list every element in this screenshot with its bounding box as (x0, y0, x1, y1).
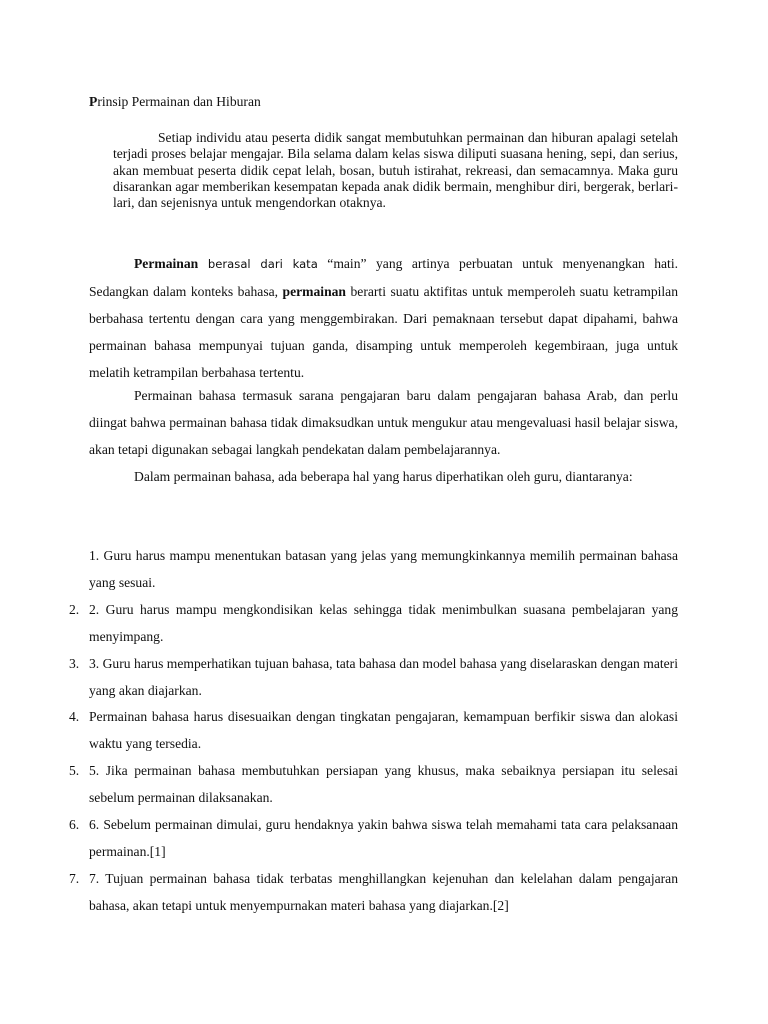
list-marker: 7. (69, 870, 80, 886)
paragraph1-part1: “main” yang artinya perbuatan untuk menyenangkan hati. Sedangkan dalam konteks bahasa, (89, 256, 678, 299)
list-item (0, 703, 768, 757)
list-marker: 3. (69, 655, 80, 671)
list-item-text: 6. Sebelum permainan dimulai, guru hendaknya yakin bahwa siswa telah memahami tata cara pelaksanaan permainan.[1] (89, 816, 678, 859)
list-item-text: 1. Guru harus mampu menentukan batasan yang jelas yang memungkinkannya memilih permainan bahasa yang sesuai. (89, 548, 678, 590)
list-item (0, 811, 768, 865)
list-item-text: 7. Tujuan permainan bahasa tidak terbatas menghillangkan kejenuhan dan kelelahan dalam pengajaran bahasa, akan tetapi untuk menyempurnakan materi bahasa yang diajarkan.[2] (89, 870, 678, 913)
list-item-text: 3. Guru harus memperhatikan tujuan bahasa, tata bahasa dan model bahasa yang diselaraskan dengan materi yang akan diajarkan. (89, 655, 678, 698)
paragraph-diperhatikan: Dalam permainan bahasa, ada beberapa hal yang harus diperhatikan oleh guru, diantaranya: (134, 469, 633, 484)
list-marker: 4. (69, 709, 80, 725)
title-initial: P (89, 94, 98, 109)
list-item (0, 757, 768, 811)
list-item-text: 2. Guru harus mampu mengkondisikan kelas sehingga tidak menimbulkan suasana pembelajaran yang menyimpang. (89, 601, 678, 644)
paragraph-permainan-definition (89, 250, 678, 386)
intro-paragraph: Setiap individu atau peserta didik sangat membutuhkan permainan dan hiburan apalagi setelah terjadi proses belajar mengajar. Bila selama dalam kelas siswa diliputi suasana hening, sepi, dan serius, akan membuat peserta didik cepat lelah, bosan, butuh istirahat, rekreasi, dan semacamnya. Maka guru disarankan agar memberikan kesempatan kepada anak didik bermain, menghibur diri, bergerak, berlari-lari, dan sejenisnya untuk mengendorkan otaknya. (113, 130, 678, 211)
term-permainan: Permainan (134, 256, 199, 271)
list-marker: 5. (69, 763, 80, 779)
document-title (89, 93, 261, 111)
term-permainan-2: permainan (282, 284, 346, 299)
list-item (0, 865, 768, 919)
paragraph1-part2: berarti suatu aktifitas untuk memperoleh suatu ketrampilan berbahasa tertentu dengan cara yang menggembirakan. Dari pemaknaan tersebut dapat dipahami, bahwa permainan bahasa mempunyai tujuan ganda, disamping untuk memperoleh kegembiraan, juga untuk melatih ketrampilan berbahasa tertentu. (89, 284, 679, 380)
list-item-text: 5. Jika permainan bahasa membutuhkan persiapan yang khusus, maka sebaiknya persiapan itu selesai sebelum permainan dilaksanakan. (89, 763, 678, 806)
guidelines-list (0, 542, 768, 919)
sans-fragment: berasal dari kata (198, 257, 318, 271)
title-rest: rinsip Permainan dan Hiburan (97, 94, 261, 109)
list-item (0, 650, 768, 704)
list-item (0, 596, 768, 650)
paragraph-sarana: Permainan bahasa termasuk sarana pengajaran baru dalam pengajaran bahasa Arab, dan perlu diingat bahwa permainan bahasa tidak dimaksudkan untuk mengukur atau mengevaluasi hasil belajar siswa, akan tetapi digunakan sebagai langkah pendekatan dalam pembelajarannya. (89, 388, 678, 457)
list-marker: 6. (69, 816, 80, 832)
list-marker: 2. (69, 601, 80, 617)
list-item (0, 542, 768, 596)
list-item-text: Permainan bahasa harus disesuaikan dengan tingkatan pengajaran, kemampuan berfikir siswa dan alokasi waktu yang tersedia. (89, 709, 678, 752)
